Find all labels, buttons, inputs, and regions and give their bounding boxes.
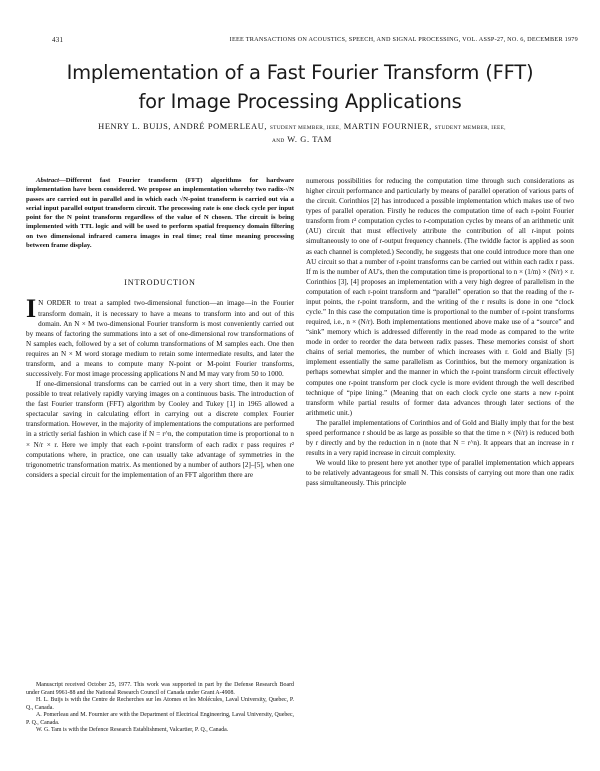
author-names-3: W. G. TAM <box>287 135 332 144</box>
intro-paragraph-1 <box>26 294 294 379</box>
footnote-author-buijs: H. L. Buijs is with the Centre de Recherches sur les Atomes et les Molécules, Laval University, Quebec, P. Q., Canada. <box>26 697 294 711</box>
author-names-1: HENRY L. BUIJS, ANDRÉ POMERLEAU, <box>98 122 268 131</box>
footnote-block <box>26 682 294 735</box>
paper-title <box>0 58 600 116</box>
page-number: 431 <box>52 36 64 44</box>
abstract <box>26 176 294 250</box>
journal-header: IEEE TRANSACTIONS ON ACOUSTICS, SPEECH, AND SIGNAL PROCESSING, VOL. ASSP-27, NO. 6, DECEMBER 1979 <box>229 36 578 43</box>
right-column <box>306 176 574 488</box>
intro-paragraph-3: numerous possibilities for reducing the computation time through such considerations as higher circuit performance and particularly by means of parallel operation of various parts of the circuit. Corinthios [2] has introduced a possible implementation which makes use of two types of parallel operation. Firstly he reduces the computation time of each r-point Fourier transform from r² computation cycles to r-computation cycles by means of an arithmetic unit (AU) circuit that must effectively attribute the contribution of all r-input points simultaneously to one of r-output frequency channels. (The twiddle factor is applied as soon as each channel is completed.) Secondly, he suggests that one could introduce more than one AU circuit so that a number of r-point transforms can be carried out within each radix r pass. If m is the number of AU's, then the computation time is proportional to n × (1/m) × (N/r) × r. Corinthios [3], [4] proposes an implementation with a very high degree of parallelism in the computation of each r-point transform and “parallel” operation so that the reading of the r-input points, the r-point transform, and the writing of the r results is done in one “clock cycle.” In this case the computation time is proportional to the number of r-point transforms required, i.e., n × (N/r). Both implementations mentioned above make use of a “source” and “sink” memory which is addressed differently in the read mode as compared to the write mode in order to reorder the data between radix passes. These memories consist of short chains of serial memories, the number of which increases with r. Gold and Bially [5] implement essentially the same parallelism as Corinthios, but the memory organization is perhaps somewhat simpler and the manner in which the r-point transform circuit effectively computes one r-point transform per clock cycle is more evident through the well described technique of “pipe lining.” (Meaning that on each clock cycle one starts a new r-point transform while partial results of former data advances through later sections of the arithmetic unit.) <box>306 177 574 417</box>
intro-paragraph-4: The parallel implementations of Corinthios and of Gold and Bially imply that for the best speed performance r should be as large as possible so that the time n × (N/r) is reduced both by r directly and by the reduction in n (note that N = r^n). It appears that an increase in r results in a very rapid increase in circuit complexity. <box>306 418 574 458</box>
author-membership-1: STUDENT MEMBER, IEEE, <box>269 125 342 131</box>
drop-cap: I <box>26 294 37 324</box>
footnote-author-pomerleau-fournier: A. Pomerleau and M. Fournier are with the Department of Electrical Engineering, Laval University, Quebec, P. Q., Canada. <box>26 712 294 726</box>
intro-paragraph-1-text: N ORDER to treat a sampled two-dimensional function—an image—in the Fourier transform domain, it is necessary to have a means to transform into and out of this domain. An N × M two-dimensional Fourier transform is most conveniently carried out by means of factoring the summations into a set of one-dimensional row transformations of N samples each, followed by a set of column transformations of M samples each. One then requires an N × M word storage medium to retain some intermediate results, and later the transform, and a means to compute many N-point or M-point Fourier transforms, successively. For most image processing applications N and M may vary from 50 to 1000. <box>26 299 294 378</box>
left-column <box>26 176 294 480</box>
intro-paragraph-2: If one-dimensional transforms can be carried out in a very short time, then it may be possible to treat relatively rapidly varying images on a continuous basis. The introduction of the fast Fourier transform (FFT) algorithm by Cooley and Tukey [1] in 1965 allowed a spectacular saving in calculating effort in carrying out a discrete complex Fourier transformation. However, in the majority of implementations the computations are performed in a strictly serial fashion in which case if N = r^n, the computation time is proportional to n × N/r × r. Here we imply that each r-point transform of each radix r pass requires r² computations where, in practice, one can usually take advantage of symmetries in the trigonometric transformation matrix. As mentioned by a number of authors [2]–[5], when one considers a special circuit for the implementation of an FFT algorithm there are <box>26 380 294 479</box>
section-heading-introduction: INTRODUCTION <box>124 278 196 288</box>
title-line-2: for Image Processing Applications <box>138 90 462 113</box>
footnote-manuscript: Manuscript received October 25, 1977. This work was supported in part by the Defense Research Board under Grant 9961-88 and the National Research Council of Canada under Grant A-4908. <box>26 682 294 696</box>
author-membership-2: STUDENT MEMBER, IEEE, <box>434 125 506 131</box>
running-head <box>26 36 578 46</box>
intro-paragraph-5: We would like to present here yet another type of parallel implementation which appears to be relatively advantageous for small N. This consists of carrying out more than one radix pass simultaneously. This principle <box>306 459 574 488</box>
author-and: AND <box>272 138 285 144</box>
abstract-label: Abstract <box>36 177 60 184</box>
title-line-1: Implementation of a Fast Fourier Transform (FFT) <box>66 61 534 84</box>
author-names-2: MARTIN FOURNIER, <box>343 122 432 131</box>
abstract-text: —Different fast Fourier transform (FFT) algorithms for hardware implementation have been considered. We propose an implementation whereby two radix-√N passes are carried out in parallel and in which each √N-point transform is carried out via a serial input parallel output transform circuit. The processing rate is one clock cycle per input point for the N point transform regardless of the value of N chosen. The circuit is being implemented with TTL logic and will be used to perform spatial frequency domain filtering on two dimensional infrared camera images in real time; real time meaning processing between frame display. <box>26 177 294 250</box>
author-list <box>22 121 582 147</box>
footnote-author-tam: W. G. Tam is with the Defence Research Establishment, Valcartier, P. Q., Canada. <box>36 727 229 734</box>
